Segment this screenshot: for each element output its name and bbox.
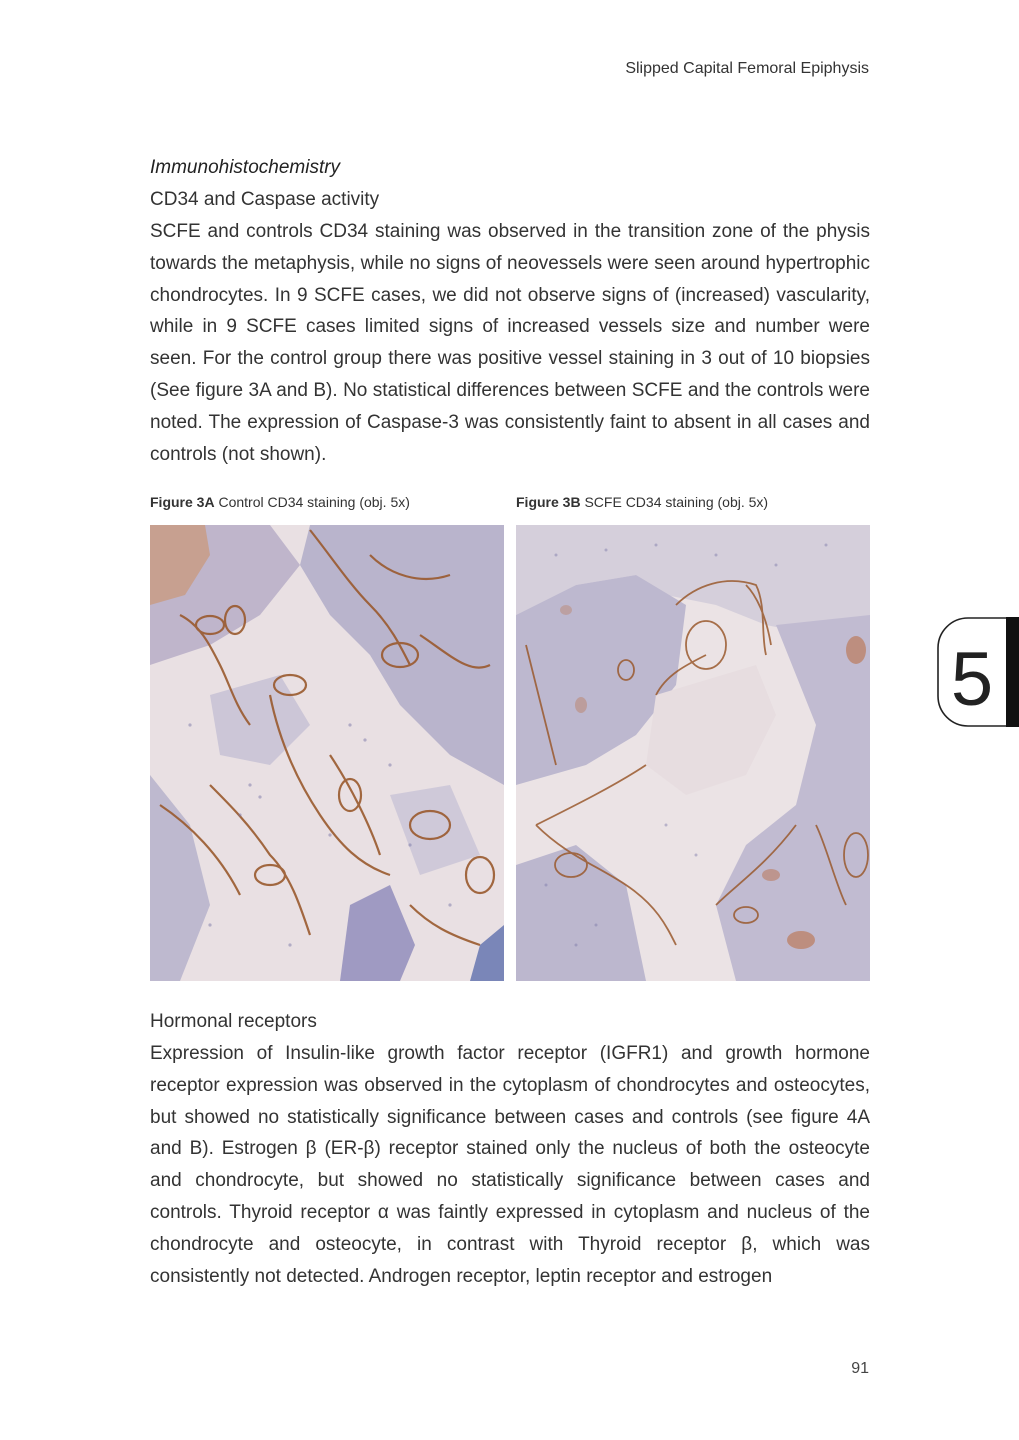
- body-paragraph: SCFE and controls CD34 staining was observed in the transition zone of the physis towards the metaphysis, while no signs of neovessels were seen around hypertrophic chondrocytes. In 9 SCFE cases, we did not observe signs of (increased) vascularity, while in 9 SCFE cases limited signs of increased vessels size and number were seen. For the control group there was positive vessel staining in 3 out of 10 biopsies (See figure 3A and B). No statistical differences between SCFE and the controls were noted. The expression of Caspase-3 was consistently faint to absent in all cases and controls (not shown).: [150, 221, 870, 465]
- figure-caption: [516, 492, 870, 512]
- subsection-title: CD34 and Caspase activity: [150, 189, 380, 210]
- figure-caption: [150, 492, 504, 512]
- figure-caption-text: SCFE CD34 staining (obj. 5x): [584, 494, 769, 510]
- figure-caption-text: Control CD34 staining (obj. 5x): [218, 494, 410, 510]
- figure-3a: [150, 492, 504, 512]
- page-number: 91: [851, 1360, 869, 1377]
- chapter-bar: [1006, 617, 1019, 727]
- body-paragraph: Expression of Insulin-like growth factor receptor (IGFR1) and growth hormone receptor expression was observed in the cytoplasm of chondrocytes and osteocytes, but showed no statistically significance between cases and controls (see figure 4A and B). Estrogen β (ER-β) receptor stained only the nucleus of both the osteocyte and chondrocyte, but showed no statistically significance between cases and controls. Thyroid receptor α was faintly expressed in cytoplasm and nucleus of the chondrocyte and osteocyte, in contrast with Thyroid receptor β, which was consistently not detected. Androgen receptor, leptin receptor and estrogen: [150, 1043, 870, 1287]
- section-title: Immunohistochemistry: [150, 157, 341, 178]
- figure-3b: [516, 492, 870, 512]
- running-header: Slipped Capital Femoral Epiphysis: [625, 60, 869, 77]
- micrograph-control-cd34: [150, 525, 504, 981]
- section-hormonal-receptors: [150, 1006, 870, 1292]
- section-cd34: [150, 152, 870, 470]
- micrograph-scfe-cd34: [516, 525, 870, 981]
- figure-label: Figure 3B: [516, 494, 581, 510]
- subsection-title: Hormonal receptors: [150, 1011, 317, 1032]
- figure-label: Figure 3A: [150, 494, 215, 510]
- figure-row: [150, 492, 870, 982]
- chapter-tab: [936, 617, 1019, 727]
- chapter-number: 5: [950, 637, 994, 722]
